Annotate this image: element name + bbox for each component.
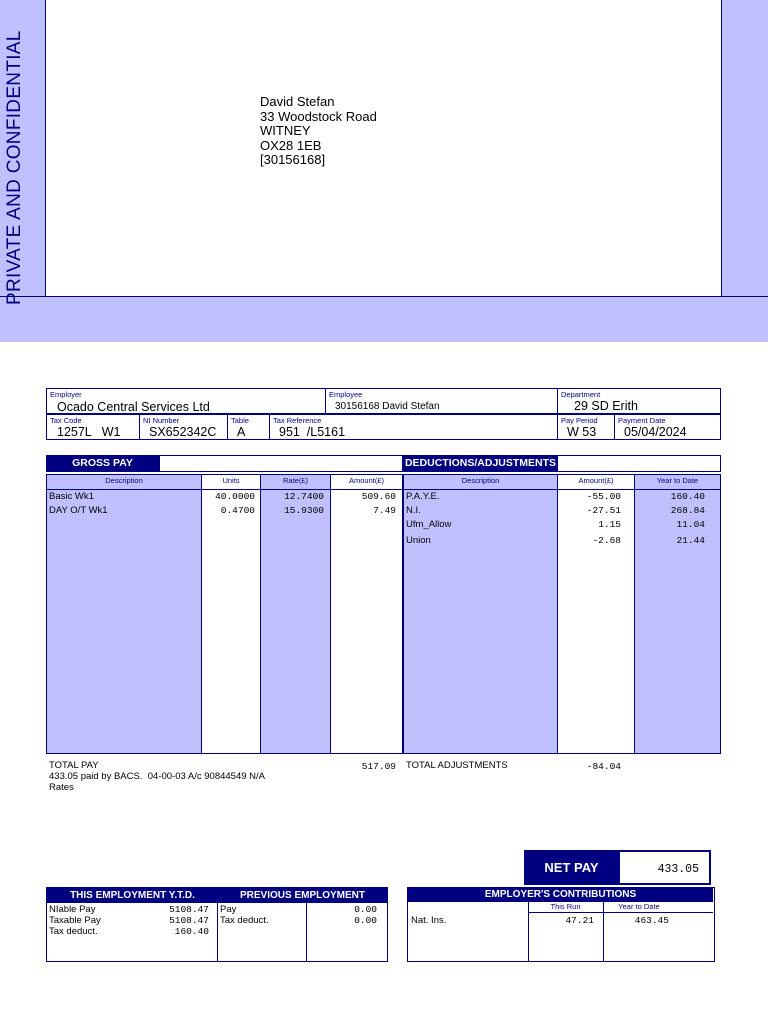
ded-amount: -27.51 xyxy=(586,505,621,516)
employee-value: 30156168 David Stefan xyxy=(335,401,440,412)
previous-label: Tax deduct. xyxy=(220,915,269,926)
col-header-ded-ytd: Year to Date xyxy=(656,476,699,485)
tax-code-label: Tax Code xyxy=(50,416,82,425)
ytd-value: 5108.47 xyxy=(169,915,209,926)
ded-amount: 1.15 xyxy=(598,519,621,530)
employer-value: Ocado Central Services Ltd xyxy=(57,400,210,414)
table-row xyxy=(403,519,721,533)
bottom-band xyxy=(0,296,768,342)
col-header-units: Units xyxy=(222,476,240,485)
ded-amount: -2.68 xyxy=(592,535,621,546)
confidential-label: PRIVATE AND CONFIDENTIAL xyxy=(4,30,25,305)
gross-desc: Basic Wk1 xyxy=(49,491,94,502)
gross-pay-header: GROSS PAY xyxy=(46,455,159,472)
ded-amount: -55.00 xyxy=(586,491,621,502)
tax-ref-box xyxy=(269,414,558,440)
ytd-value: 5108.47 xyxy=(169,904,209,915)
previous-value: 0.00 xyxy=(354,915,377,926)
employer-contributions-box xyxy=(407,887,715,962)
tax-ref-label: Tax Reference xyxy=(273,416,322,425)
gross-col-header-row xyxy=(46,474,721,490)
payment-date-label: Payment Date xyxy=(618,416,666,425)
ded-desc: Ufm_Allow xyxy=(406,519,452,530)
previous-label: Pay xyxy=(220,904,237,915)
ni-number-value: SX652342C xyxy=(149,425,217,439)
gross-desc: DAY O/T Wk1 xyxy=(49,505,108,516)
tax-code-value: 1257L W1 xyxy=(57,425,121,439)
address-block xyxy=(260,95,377,168)
table-value: A xyxy=(237,425,246,439)
table-row xyxy=(403,505,721,519)
ytd-value: 160.40 xyxy=(174,926,209,937)
ytd-box xyxy=(46,887,388,962)
gross-amount: 509.60 xyxy=(361,491,396,502)
pay-period-label: Pay Period xyxy=(561,416,598,425)
previous-value: 0.00 xyxy=(354,904,377,915)
prev-divider xyxy=(306,903,307,961)
net-pay-label: NET PAY xyxy=(524,850,619,885)
contrib-divider xyxy=(528,902,529,961)
payment-date-box xyxy=(614,414,721,440)
total-pay-value: 517.09 xyxy=(361,761,396,772)
department-value: 29 SD Erith xyxy=(574,399,638,413)
col-header-rate: Rate(£) xyxy=(282,476,308,485)
right-band xyxy=(721,0,768,342)
pay-period-box xyxy=(557,414,615,440)
total-adjustments-label: TOTAL ADJUSTMENTS xyxy=(406,760,508,771)
table-row xyxy=(403,535,721,549)
previous-header: PREVIOUS EMPLOYMENT xyxy=(218,888,387,903)
ytd-header-small: Year to Date xyxy=(618,902,660,911)
col-header-amount: Amount(£) xyxy=(348,476,384,485)
tax-ref-value: 951 /L5161 xyxy=(279,425,346,439)
ded-ytd: 160.40 xyxy=(670,491,705,502)
ytd-divider xyxy=(217,903,218,961)
department-box xyxy=(557,388,721,414)
net-pay-value: 433.05 xyxy=(657,863,699,876)
ded-desc: P.A.Y.E. xyxy=(406,491,440,502)
col-header-description: Description xyxy=(105,476,143,485)
ded-desc: Union xyxy=(406,535,431,546)
total-adjustments-value: -84.04 xyxy=(586,761,621,772)
contrib-divider xyxy=(603,902,604,961)
ytd-label: Taxable Pay xyxy=(49,915,101,926)
net-pay-box xyxy=(618,850,711,885)
table-box xyxy=(227,414,270,440)
employer-contributions-header: EMPLOYER'S CONTRIBUTIONS xyxy=(408,888,713,902)
ytd-label: Tax deduct. xyxy=(49,926,98,937)
ytd-header: THIS EMPLOYMENT Y.T.D. xyxy=(47,888,218,903)
gross-amount: 7.49 xyxy=(373,505,396,516)
ded-ytd: 268.84 xyxy=(670,505,705,516)
total-pay-label: TOTAL PAY xyxy=(49,760,99,771)
address-line: OX28 1EB xyxy=(260,137,322,153)
contrib-ytd: 463.45 xyxy=(634,915,669,926)
gross-rate: 12.7400 xyxy=(284,491,324,502)
contrib-this-run: 47.21 xyxy=(565,915,594,926)
tax-code-box xyxy=(46,414,140,440)
table-label: Table xyxy=(231,416,249,425)
contrib-label: Nat. Ins. xyxy=(411,915,447,926)
col-header-ded-description: Description xyxy=(461,476,500,485)
address-line: 33 Woodstock Road xyxy=(260,108,377,124)
ni-number-box xyxy=(139,414,228,440)
deductions-header-blank xyxy=(557,455,721,472)
employee-label: Employee xyxy=(329,390,363,399)
ded-ytd: 11.04 xyxy=(676,519,705,530)
address-line: [30156168] xyxy=(260,152,326,167)
payment-date-value: 05/04/2024 xyxy=(624,425,687,439)
employee-box xyxy=(325,388,558,414)
this-run-header: This Run xyxy=(550,902,581,911)
col-header-ded-amount: Amount(£) xyxy=(578,476,614,485)
ded-desc: N.I. xyxy=(406,505,421,516)
table-row xyxy=(46,505,403,519)
deductions-header: DEDUCTIONS/ADJUSTMENTS xyxy=(403,455,558,472)
gross-units: 40.0000 xyxy=(215,491,255,502)
gross-rate: 15.9300 xyxy=(284,505,324,516)
employer-box xyxy=(46,388,326,414)
bacs-note: 433.05 paid by BACS. 04-00-03 A/c 90844549 N/A xyxy=(49,771,266,782)
address-line: WITNEY xyxy=(260,123,311,138)
department-label: Department xyxy=(561,390,601,399)
employer-label: Employer xyxy=(50,390,82,399)
address-line: David Stefan xyxy=(260,94,335,109)
contrib-subheader-line xyxy=(528,912,713,913)
ni-number-label: NI Number xyxy=(143,416,180,425)
rates-label: Rates xyxy=(49,782,74,793)
pay-period-value: W 53 xyxy=(567,425,597,439)
gross-units: 0.4700 xyxy=(220,505,255,516)
ytd-label: NIable Pay xyxy=(49,904,96,915)
table-row xyxy=(46,491,403,505)
gross-pay-header-blank xyxy=(159,455,403,472)
table-row xyxy=(403,491,721,505)
ded-ytd: 21.44 xyxy=(676,535,705,546)
